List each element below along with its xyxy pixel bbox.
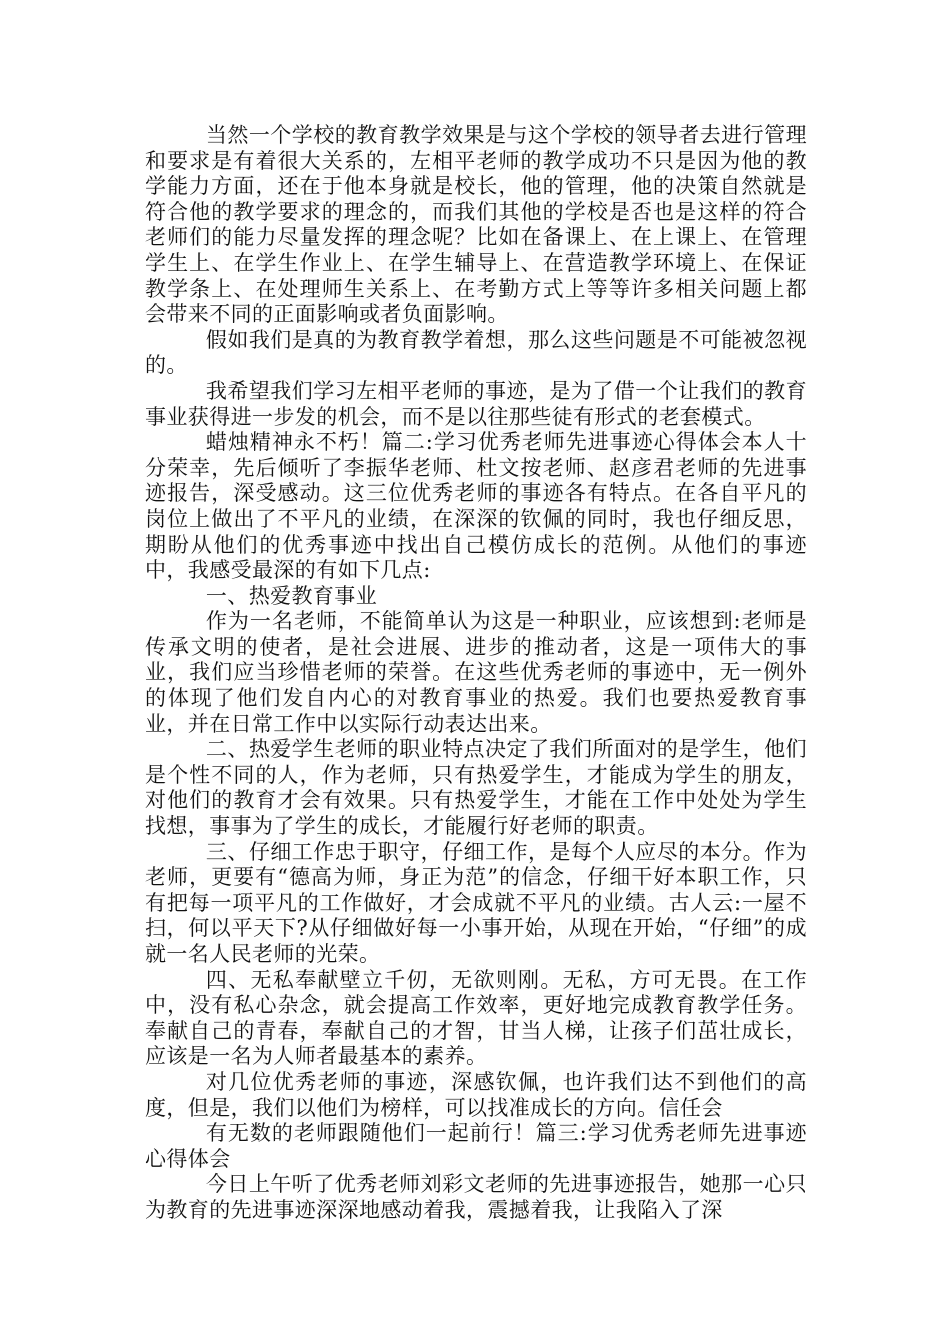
paragraph-8: 四、无私奉献壁立千仞，无欲则刚。无私，方可无畏。在工作中，没有私心杂念，就会提高工作效率，更好地完成教育教学任务。奉献自己的青春，奉献自己的才智，甘当人梯，让孩子们茁壮成长，应该是一名为人师者最基本的素养。 bbox=[145, 967, 807, 1069]
paragraph-11: 今日上午听了优秀老师刘彩文老师的先进事迹报告，她那一心只为教育的先进事迹深深地感动着我，震撼着我，让我陷入了深 bbox=[145, 1172, 807, 1222]
section-heading-1: 一、热爱教育事业 bbox=[205, 583, 378, 608]
paragraph-9: 对几位优秀老师的事迹，深感钦佩，也许我们达不到他们的高度，但是，我们以他们为榜样，可以找准成长的方向。信任会 bbox=[145, 1069, 807, 1120]
paragraph-3: 我希望我们学习左相平老师的事迹，是为了借一个让我们的教育事业获得进一步发的机会，而不是以往那些徒有形式的老套模式。 bbox=[145, 378, 807, 429]
paragraph-2: 假如我们是真的为教育教学着想，那么这些问题是不可能被忽视的。 bbox=[145, 327, 807, 378]
paragraph-10: 有无数的老师跟随他们一起前行！篇三:学习优秀老师先进事迹心得体会 bbox=[145, 1121, 807, 1171]
paragraph-4: 蜡烛精神永不朽！篇二:学习优秀老师先进事迹心得体会本人十分荣幸，先后倾听了李振华老师、杜文按老师、赵彦君老师的先进事迹报告，深受感动。这三位优秀老师的事迹各有特点。在各自平凡的岗位上做出了不平凡的业绩，在深深的钦佩的同时，我也仔细反思，期盼从他们的优秀事迹中找出自己模仿成长的范例。从他们的事迹中，我感受最深的有如下几点: bbox=[145, 430, 807, 583]
paragraph-1: 当然一个学校的教育教学效果是与这个学校的领导者去进行管理和要求是有着很大关系的，左相平老师的教学成功不只是因为他的教学能力方面，还在于他本身就是校长，他的管理，他的决策自然就是符合他的教学要求的理念的，而我们其他的学校是否也是这样的符合老师们的能力尽量发挥的理念呢？比如在备课上、在上课上、在管理学生上、在学生作业上、在学生辅导上、在营造教学环境上、在保证教学条上、在处理师生关系上、在考勤方式上等等许多相关问题上都会带来不同的正面影响或者负面影响。 bbox=[145, 123, 807, 327]
paragraph-7: 三、仔细工作忠于职守，仔细工作，是每个人应尽的本分。作为老师，更要有“德高为师，身正为范”的信念，仔细干好本职工作，只有把每一项平凡的工作做好，才会成就不平凡的业绩。古人云:一屋不扫，何以平天下?从仔细做好每一小事开始，从现在开始，“仔细”的成就一名人民老师的光荣。 bbox=[145, 839, 807, 966]
document-page bbox=[145, 123, 807, 1224]
paragraph-5: 作为一名老师，不能简单认为这是一种职业，应该想到:老师是传承文明的使者，是社会进展、进步的推动者，这是一项伟大的事业，我们应当珍惜老师的荣誉。在这些优秀老师的事迹中，无一例外的体现了他们发自内心的对教育事业的热爱。我们也要热爱教育事业，并在日常工作中以实际行动表达出来。 bbox=[145, 609, 807, 736]
paragraph-6: 二、热爱学生老师的职业特点决定了我们所面对的是学生，他们是个性不同的人，作为老师，只有热爱学生，才能成为学生的朋友，对他们的教育才会有效果。只有热爱学生，才能在工作中处处为学生找想，事事为了学生的成长，才能履行好老师的职责。 bbox=[145, 737, 807, 839]
